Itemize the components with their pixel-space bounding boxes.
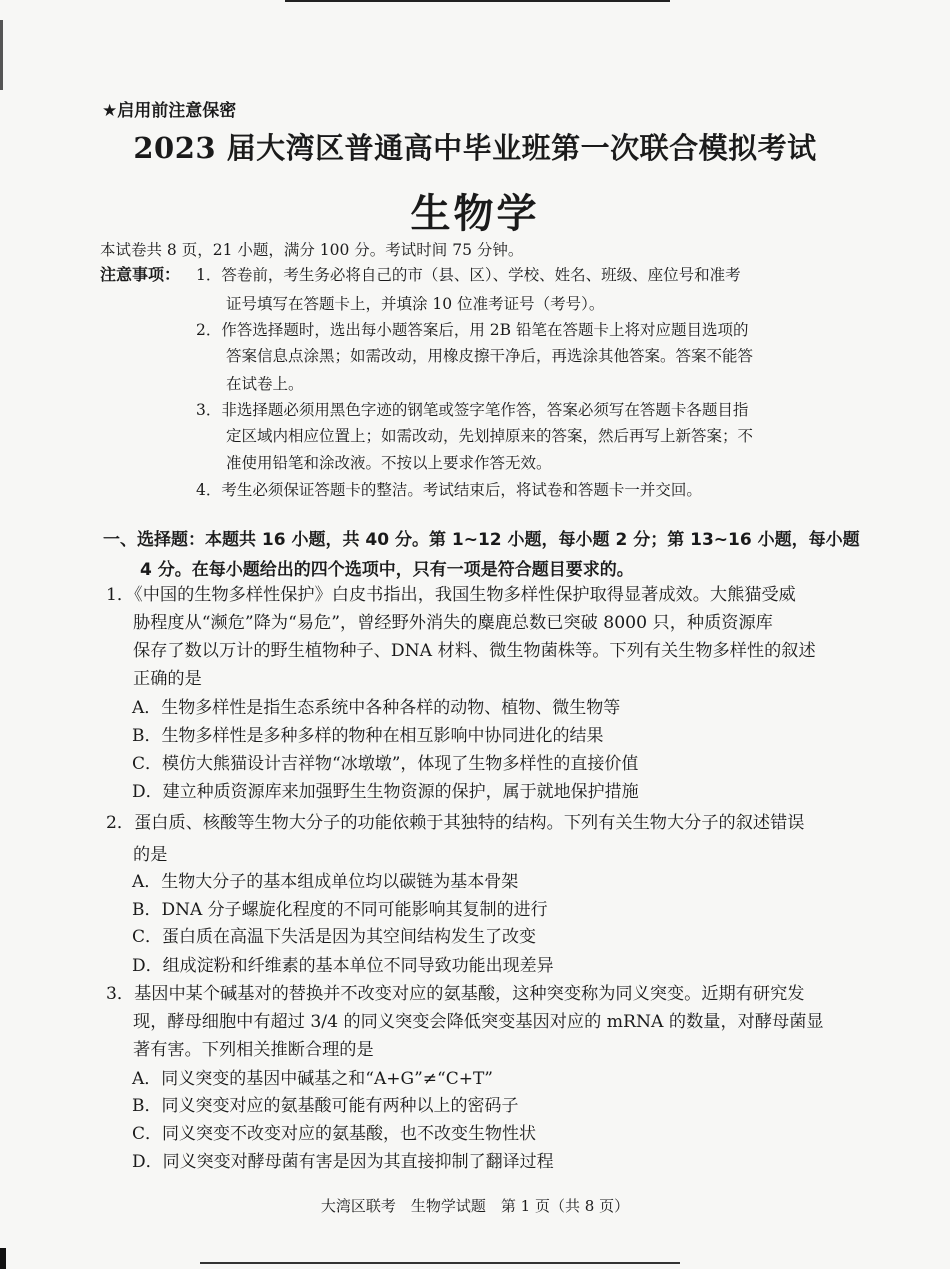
- option-c: C．模仿大熊猫设计吉祥物“冰墩墩”，体现了生物多样性的直接价值: [132, 754, 639, 774]
- section-heading-line: 一、选择题：本题共 16 小题，共 40 分。第 1~12 小题，每小题 2 分；第 13~16 小题，每小题: [103, 530, 860, 550]
- exam-title: 2023 届大湾区普通高中毕业班第一次联合模拟考试: [133, 131, 817, 165]
- note-line: 4．考生必须保证答题卡的整洁。考试结束后，将试卷和答题卡一并交回。: [196, 481, 702, 499]
- question-stem-line: 2．蛋白质、核酸等生物大分子的功能依赖于其独特的结构。下列有关生物大分子的叙述错误: [106, 813, 805, 833]
- scan-mark-left: [0, 1248, 6, 1269]
- option-d: D．组成淀粉和纤维素的基本单位不同导致功能出现差异: [132, 956, 554, 976]
- question-stem-line: 现，酵母细胞中有超过 3/4 的同义突变会降低突变基因对应的 mRNA 的数量，对酵母菌显: [133, 1012, 824, 1032]
- option-c: C．蛋白质在高温下失活是因为其空间结构发生了改变: [132, 927, 537, 947]
- note-line: 3．非选择题必须用黑色字迹的钢笔或签字笔作答，答案必须写在答题卡各题目指: [196, 401, 749, 419]
- note-line: 答案信息点涂黑；如需改动，用橡皮擦干净后，再选涂其他答案。答案不能答: [226, 347, 754, 365]
- scan-edge-bottom: [200, 1262, 680, 1264]
- question-stem-line: 保存了数以万计的野生植物种子、DNA 材料、微生物菌株等。下列有关生物多样性的叙述: [133, 641, 816, 661]
- option-a: A．同义突变的基因中碱基之和“A+G”≠“C+T”: [132, 1069, 493, 1089]
- scan-mark-left-top: [0, 20, 3, 90]
- confidential-label: ★启用前注意保密: [102, 101, 237, 121]
- question-stem-line: 胁程度从“濒危”降为“易危”，曾经野外消失的麋鹿总数已突破 8000 只，种质资源库: [133, 613, 773, 633]
- note-line: 在试卷上。: [226, 375, 304, 393]
- option-b: B．同义突变对应的氨基酸可能有两种以上的密码子: [132, 1096, 519, 1116]
- question-stem-line: 著有害。下列相关推断合理的是: [133, 1040, 374, 1060]
- subject-title: 生物学: [410, 191, 540, 237]
- option-c: C．同义突变不改变对应的氨基酸，也不改变生物性状: [132, 1124, 537, 1144]
- option-d: D．建立种质资源库来加强野生生物资源的保护，属于就地保护措施: [132, 782, 639, 802]
- section-heading-line: 4 分。在每小题给出的四个选项中，只有一项是符合题目要求的。: [140, 560, 634, 580]
- option-b: B．DNA 分子螺旋化程度的不同可能影响其复制的进行: [132, 900, 548, 920]
- question-stem-line: 3．基因中某个碱基对的替换并不改变对应的氨基酸，这种突变称为同义突变。近期有研究发: [106, 984, 805, 1004]
- note-line: 定区域内相应位置上；如需改动，先划掉原来的答案，然后再写上新答案；不: [226, 427, 754, 445]
- notes-label: 注意事项：: [100, 265, 181, 284]
- question-stem-line: 的是: [133, 845, 168, 865]
- note-line: 1．答卷前，考生务必将自己的市（县、区）、学校、姓名、班级、座位号和准考: [196, 266, 741, 284]
- exam-info: 本试卷共 8 页，21 小题，满分 100 分。考试时间 75 分钟。: [100, 241, 524, 259]
- note-line: 2．作答选择题时，选出每小题答案后，用 2B 铅笔在答题卡上将对应题目选项的: [196, 321, 749, 339]
- question-stem-line: 1．《中国的生物多样性保护》白皮书指出，我国生物多样性保护取得显著成效。大熊猫受威: [106, 585, 796, 605]
- note-line: 准使用铅笔和涂改液。不按以上要求作答无效。: [226, 454, 552, 472]
- option-d: D．同义突变对酵母菌有害是因为其直接抑制了翻译过程: [132, 1152, 554, 1172]
- note-line: 证号填写在答题卡上，并填涂 10 位准考证号（考号）。: [226, 295, 605, 313]
- page-footer: 大湾区联考 生物学试题 第 1 页（共 8 页）: [320, 1197, 630, 1215]
- option-a: A．生物多样性是指生态系统中各种各样的动物、植物、微生物等: [132, 698, 621, 718]
- option-b: B．生物多样性是多种多样的物种在相互影响中协同进化的结果: [132, 726, 604, 746]
- scan-edge-top: [285, 0, 670, 2]
- option-a: A．生物大分子的基本组成单位均以碳链为基本骨架: [132, 872, 519, 892]
- question-stem-line: 正确的是: [133, 669, 202, 689]
